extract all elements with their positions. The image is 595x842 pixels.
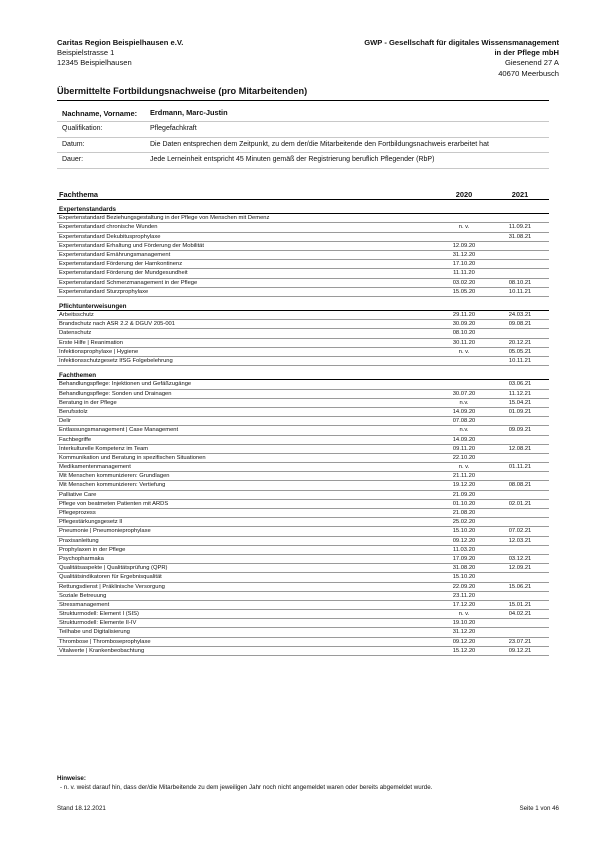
table-row — [57, 348, 549, 357]
year-2020-cell: 21.08.20 — [452, 510, 476, 516]
year-2021-cell: 15.06.21 — [508, 583, 532, 590]
year-2021-cell: 01.09.21 — [508, 408, 532, 415]
topic-cell: Pflegeprozess — [59, 510, 96, 516]
year-2020-cell: 30.09.20 — [452, 321, 476, 328]
year-2021-cell: 09.12.21 — [508, 647, 532, 654]
topic-cell: Expertenstandard Beziehungsgestaltung in der Pflege von Menschen mit Demenz — [59, 215, 270, 222]
header-2021: 2021 — [511, 189, 529, 199]
year-2020-cell: 19.10.20 — [452, 620, 476, 627]
table-row — [57, 288, 549, 297]
year-2021-cell: 15.04.21 — [508, 399, 532, 406]
table-row — [57, 546, 549, 555]
table-body — [57, 205, 549, 656]
year-2021-cell: 08.10.21 — [508, 279, 532, 286]
table-row — [57, 628, 549, 637]
year-2021-cell — [491, 518, 549, 526]
topic-cell: Vitalwerte | Krankenbeobachtung — [59, 647, 145, 654]
topic-cell: Behandlungspflege: Injektionen und Gefäßzugänge — [59, 381, 192, 388]
info-label: Dauer: — [62, 156, 84, 164]
topic-cell: Soziale Betreuung — [59, 592, 107, 599]
sender-street: Beispielstrasse 1 — [57, 48, 115, 58]
year-2021-cell — [491, 491, 549, 499]
topic-cell: Pflegestärkungsgesetz II — [59, 519, 123, 526]
year-2021-cell: 07.02.21 — [508, 528, 532, 535]
year-2021-cell — [491, 214, 549, 222]
topic-cell: Kommunikation und Beratung in spezifischen Situationen — [59, 454, 206, 461]
topic-cell: Rettungsdienst | Präklinische Versorgung — [59, 583, 165, 590]
year-2020-cell: 12.09.20 — [452, 242, 476, 249]
topic-cell: Expertenstandard Dekubitusprophylaxe — [59, 233, 161, 240]
notes-item: - n. v. weist darauf hin, dass der/die Mitarbeitende zu dem jeweiligen Jahr noch nicht angemeldet waren oder bereits abgemeldet wurde. — [60, 783, 433, 791]
topic-cell: Teilhabe und Digitalisierung — [59, 629, 130, 636]
table-row — [57, 339, 549, 348]
year-2021-cell: 09.09.21 — [508, 427, 532, 434]
year-2020-cell: 30.11.20 — [452, 339, 476, 346]
year-2020-cell: 22.09.20 — [452, 583, 476, 590]
table-row — [57, 426, 549, 435]
table-row — [57, 555, 549, 564]
year-2020-cell: 15.10.20 — [452, 528, 476, 535]
topic-cell: Pneumonie | Pneumonieprophylaxe — [59, 528, 151, 535]
year-2021-cell: 08.08.21 — [508, 482, 532, 489]
info-value: Die Daten entsprechen dem Zeitpunkt, zu dem der/die Mitarbeitende den Fortbildungsnachweis erarbeitet hat — [150, 140, 489, 148]
year-2020-cell: n. v. — [458, 464, 470, 471]
year-2020-cell: 11.03.20 — [452, 546, 476, 553]
topic-cell: Infektionsschutzgesetz IfSG Folgebelehrung — [59, 358, 173, 364]
year-2020-cell: 15.12.20 — [452, 647, 476, 654]
table-row — [57, 527, 549, 536]
year-2020-cell: 17.12.20 — [452, 601, 476, 608]
year-2021-cell — [491, 592, 549, 600]
topic-cell: Expertenstandard Erhaltung und Förderung der Mobilität — [59, 242, 205, 249]
info-label: Nachname, Vorname: — [62, 109, 138, 118]
table-row — [57, 647, 549, 656]
year-2020-cell: 09.12.20 — [452, 537, 476, 544]
topic-cell: Mit Menschen kommunizieren: Vertiefung — [59, 482, 166, 489]
table-row — [57, 242, 549, 251]
table-row — [57, 454, 549, 463]
info-value: Erdmann, Marc-Justin — [150, 108, 228, 117]
sender-name: Caritas Region Beispielhausen e.V. — [57, 38, 184, 47]
year-2021-cell: 11.09.21 — [508, 224, 532, 231]
notes-block — [57, 775, 432, 792]
year-2021-cell: 12.03.21 — [508, 537, 532, 544]
topic-cell: Stressmanagement — [59, 601, 110, 608]
training-table — [57, 189, 549, 656]
year-2020-cell: 22.10.20 — [452, 454, 476, 461]
year-2021-cell: 12.09.21 — [508, 565, 532, 572]
year-2020-cell: n. v. — [458, 348, 470, 355]
table-row — [57, 311, 549, 320]
topic-cell: Entlassungsmanagement | Case Management — [59, 427, 179, 434]
year-2020-cell: 15.05.20 — [452, 288, 476, 295]
year-2020-cell: 14.09.20 — [452, 408, 476, 415]
table-row — [57, 573, 549, 582]
year-2020-cell — [437, 233, 491, 241]
topic-cell: Medikamentenmanagement — [59, 464, 131, 471]
table-row — [57, 223, 549, 232]
table-row — [57, 329, 549, 338]
table-row — [57, 279, 549, 288]
year-2021-cell: 31.08.21 — [508, 233, 532, 240]
table-row — [57, 472, 549, 481]
info-row — [57, 153, 549, 169]
recipient-address — [364, 38, 559, 79]
year-2020-cell: n. v. — [458, 224, 470, 231]
year-2020-cell: 07.08.20 — [452, 418, 476, 425]
year-2021-cell — [491, 509, 549, 517]
recipient-name-line1: GWP - Gesellschaft für digitales Wissensmanagement — [364, 38, 559, 47]
year-2020-cell: 03.02.20 — [452, 279, 476, 286]
table-row — [57, 638, 549, 647]
year-2020-cell: 01.10.20 — [452, 500, 476, 507]
topic-cell: Behandlungspflege: Sonden und Drainagen — [59, 390, 172, 397]
year-2020-cell: 31.08.20 — [452, 565, 476, 572]
section-title: Expertenstandards — [57, 205, 549, 214]
table-row — [57, 408, 549, 417]
year-2020-cell: 21.11.20 — [452, 473, 476, 480]
year-2021-cell — [491, 242, 549, 250]
table-row — [57, 601, 549, 610]
info-row — [57, 138, 549, 154]
year-2021-cell: 12.08.21 — [508, 445, 532, 452]
info-value: Pflegefachkraft — [150, 125, 197, 132]
table-row — [57, 445, 549, 454]
year-2021-cell — [491, 573, 549, 581]
year-2020-cell — [437, 380, 491, 388]
year-2021-cell: 20.12.21 — [508, 339, 532, 346]
year-2020-cell — [437, 357, 491, 365]
table-row — [57, 592, 549, 601]
section-title: Fachthemen — [57, 371, 549, 380]
year-2020-cell: 08.10.20 — [452, 330, 476, 337]
year-2020-cell: n.v. — [459, 399, 469, 406]
year-2021-cell: 09.08.21 — [508, 321, 532, 328]
year-2020-cell: 11.11.20 — [453, 270, 475, 277]
year-2021-cell — [491, 251, 549, 259]
table-row — [57, 518, 549, 527]
info-value: Jede Lerneinheit entspricht 45 Minuten gemäß der Registrierung beruflich Pflegender (RbP) — [150, 156, 435, 164]
header-topic: Fachthema — [59, 189, 99, 199]
table-row — [57, 436, 549, 445]
year-2021-cell — [491, 454, 549, 462]
year-2020-cell: 15.10.20 — [452, 574, 476, 581]
table-row — [57, 399, 549, 408]
table-row — [57, 619, 549, 628]
table-row — [57, 509, 549, 518]
topic-cell: Expertenstandard Schmerzmanagement in der Pflege — [59, 279, 198, 286]
year-2021-cell: 10.11.21 — [508, 358, 532, 364]
year-2020-cell: 17.10.20 — [452, 261, 476, 268]
topic-cell: Arbeitsschutz — [59, 312, 94, 319]
topic-cell: Praxisanleitung — [59, 537, 99, 544]
topic-cell: Qualitätsaspekte | Qualitätsprüfung (QPR) — [59, 565, 168, 572]
topic-cell: Prophylaxen in der Pflege — [59, 546, 126, 553]
year-2020-cell: 29.11.20 — [452, 312, 476, 319]
recipient-city: 40670 Meerbusch — [498, 68, 559, 78]
topic-cell: Berufsstolz — [59, 408, 88, 415]
topic-cell: Mit Menschen kommunizieren: Grundlagen — [59, 473, 170, 480]
year-2021-cell — [491, 417, 549, 425]
topic-cell: Expertenstandard Förderung der Harnkontinenz — [59, 261, 183, 268]
year-2021-cell — [491, 628, 549, 636]
table-row — [57, 500, 549, 509]
year-2021-cell: 15.01.21 — [508, 601, 532, 608]
year-2021-cell — [491, 329, 549, 337]
table-row — [57, 417, 549, 426]
table-row — [57, 481, 549, 490]
year-2021-cell: 03.12.21 — [508, 555, 532, 562]
info-label: Datum: — [62, 140, 85, 148]
topic-cell: Strukturmodell: Element I (SIS) — [59, 611, 139, 618]
topic-cell: Expertenstandard chronische Wunden — [59, 224, 158, 231]
year-2020-cell: 31.12.20 — [452, 629, 476, 636]
recipient-name-line2: in der Pflege mbH — [494, 48, 559, 58]
table-row — [57, 357, 549, 366]
year-2020-cell — [437, 214, 491, 222]
year-2021-cell: 04.02.21 — [508, 611, 532, 618]
topic-cell: Palliative Care — [59, 491, 97, 498]
table-row — [57, 610, 549, 619]
table-row — [57, 491, 549, 500]
topic-cell: Datenschutz — [59, 330, 92, 337]
year-2021-cell: 02.01.21 — [508, 500, 532, 507]
year-2020-cell: 31.12.20 — [452, 251, 476, 258]
table-row — [57, 214, 549, 223]
table-row — [57, 380, 549, 389]
footer-page-number: Seite 1 von 46 — [519, 805, 559, 812]
year-2021-cell: 01.11.21 — [508, 464, 532, 471]
title-divider — [57, 100, 549, 101]
section-title: Pflichtunterweisungen — [57, 302, 549, 311]
topic-cell: Pflege von beatmeten Patienten mit ARDS — [59, 500, 169, 507]
year-2021-cell: 03.06.21 — [508, 381, 532, 388]
year-2020-cell: n. v. — [458, 611, 470, 618]
footer-date: Stand 18.12.2021 — [57, 805, 106, 812]
table-section — [57, 371, 549, 656]
recipient-street: Giesenend 27 A — [504, 58, 559, 68]
year-2021-cell: 05.05.21 — [508, 348, 532, 355]
year-2021-cell: 11.12.21 — [508, 390, 532, 397]
year-2021-cell — [491, 472, 549, 480]
year-2021-cell — [491, 546, 549, 554]
year-2020-cell: 23.11.20 — [452, 592, 476, 599]
header-2020: 2020 — [455, 189, 473, 199]
table-row — [57, 233, 549, 242]
employee-info — [57, 106, 549, 169]
document-title: Übermittelte Fortbildungsnachweise (pro Mitarbeitenden) — [57, 86, 308, 96]
year-2020-cell: 17.09.20 — [452, 555, 476, 562]
info-row — [57, 122, 549, 138]
year-2020-cell: 19.12.20 — [452, 482, 476, 489]
info-label: Qualifikation: — [62, 125, 103, 132]
table-row — [57, 390, 549, 399]
table-row — [57, 260, 549, 269]
table-row — [57, 320, 549, 329]
table-row — [57, 269, 549, 278]
topic-cell: Expertenstandard Förderung der Mundgesundheit — [59, 270, 188, 277]
year-2020-cell: 21.09.20 — [452, 491, 476, 498]
year-2021-cell — [491, 619, 549, 627]
year-2021-cell: 10.11.21 — [508, 288, 532, 295]
table-section — [57, 205, 549, 297]
table-row — [57, 537, 549, 546]
topic-cell: Infektionsprophylaxe | Hygiene — [59, 348, 139, 355]
sender-city: 12345 Beispielhausen — [57, 58, 132, 68]
topic-cell: Fachbegriffe — [59, 436, 92, 443]
topic-cell: Thrombose | Thromboseprophylaxe — [59, 638, 151, 645]
info-row — [57, 106, 549, 122]
topic-cell: Qualitätsindikatoren für Ergebnisqualität — [59, 574, 162, 581]
year-2021-cell: 24.03.21 — [508, 312, 532, 319]
year-2021-cell — [491, 269, 549, 277]
year-2021-cell — [491, 436, 549, 444]
table-section — [57, 302, 549, 366]
topic-cell: Psychopharmaka — [59, 555, 104, 562]
year-2021-cell — [491, 260, 549, 268]
topic-cell: Strukturmodell: Elemente II-IV — [59, 620, 137, 627]
topic-cell: Expertenstandard Sturzprophylaxe — [59, 288, 149, 295]
notes-title: Hinweise: — [57, 775, 86, 782]
year-2020-cell: 09.11.20 — [452, 445, 476, 452]
table-row — [57, 251, 549, 260]
table-row — [57, 583, 549, 592]
year-2020-cell: 09.12.20 — [452, 638, 476, 645]
table-header — [57, 189, 549, 200]
year-2020-cell: 30.07.20 — [452, 390, 476, 397]
year-2021-cell: 23.07.21 — [508, 638, 532, 645]
topic-cell: Delir — [59, 418, 71, 425]
topic-cell: Brandschutz nach ASR 2.2 & DGUV 205-001 — [59, 321, 176, 328]
topic-cell: Beratung in der Pflege — [59, 399, 117, 406]
year-2020-cell: n.v. — [459, 427, 469, 434]
table-row — [57, 463, 549, 472]
year-2020-cell: 25.02.20 — [452, 519, 476, 526]
topic-cell: Interkulturelle Kompetenz im Team — [59, 445, 149, 452]
year-2020-cell: 14.09.20 — [452, 436, 476, 443]
table-row — [57, 564, 549, 573]
topic-cell: Expertenstandard Ernährungsmanagement — [59, 251, 171, 258]
topic-cell: Erste Hilfe | Reanimation — [59, 339, 124, 346]
sender-address — [57, 38, 183, 69]
